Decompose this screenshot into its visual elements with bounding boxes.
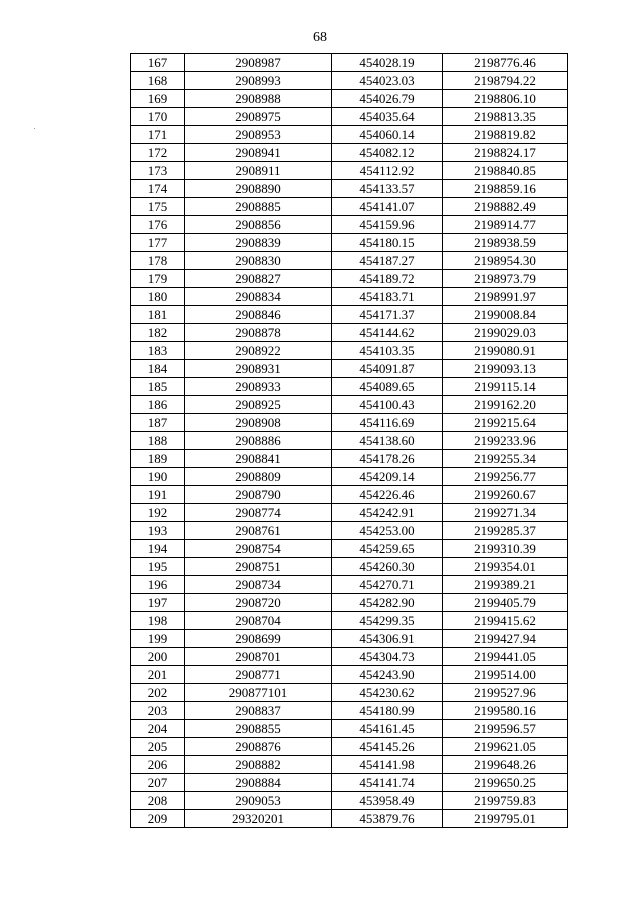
row-number-cell: 178	[131, 252, 185, 270]
point-id-cell: 2908878	[185, 324, 332, 342]
x-coordinate-cell: 454243.90	[332, 666, 443, 684]
y-coordinate-cell: 2198973.79	[443, 270, 568, 288]
table-row	[131, 756, 568, 774]
table-row	[131, 360, 568, 378]
row-number-cell: 181	[131, 306, 185, 324]
point-id-cell: 2908925	[185, 396, 332, 414]
x-coordinate-cell: 453958.49	[332, 792, 443, 810]
table-row	[131, 792, 568, 810]
point-id-cell: 2908911	[185, 162, 332, 180]
x-coordinate-cell: 454159.96	[332, 216, 443, 234]
table-row	[131, 576, 568, 594]
x-coordinate-cell: 454226.46	[332, 486, 443, 504]
point-id-cell: 2908890	[185, 180, 332, 198]
row-number-cell: 187	[131, 414, 185, 432]
y-coordinate-cell: 2199008.84	[443, 306, 568, 324]
table-row	[131, 720, 568, 738]
row-number-cell: 190	[131, 468, 185, 486]
y-coordinate-cell: 2199389.21	[443, 576, 568, 594]
row-number-cell: 198	[131, 612, 185, 630]
table-row	[131, 90, 568, 108]
row-number-cell: 194	[131, 540, 185, 558]
y-coordinate-cell: 2199285.37	[443, 522, 568, 540]
y-coordinate-cell: 2199648.26	[443, 756, 568, 774]
table-row	[131, 306, 568, 324]
row-number-cell: 179	[131, 270, 185, 288]
y-coordinate-cell: 2199215.64	[443, 414, 568, 432]
point-id-cell: 2908751	[185, 558, 332, 576]
point-id-cell: 2908754	[185, 540, 332, 558]
row-number-cell: 177	[131, 234, 185, 252]
point-id-cell: 2908830	[185, 252, 332, 270]
row-number-cell: 175	[131, 198, 185, 216]
row-number-cell: 203	[131, 702, 185, 720]
point-id-cell: 2908993	[185, 72, 332, 90]
y-coordinate-cell: 2198914.77	[443, 216, 568, 234]
x-coordinate-cell: 454180.15	[332, 234, 443, 252]
x-coordinate-cell: 454082.12	[332, 144, 443, 162]
row-number-cell: 204	[131, 720, 185, 738]
row-number-cell: 169	[131, 90, 185, 108]
x-coordinate-cell: 454230.62	[332, 684, 443, 702]
x-coordinate-cell: 454260.30	[332, 558, 443, 576]
point-id-cell: 2908908	[185, 414, 332, 432]
row-number-cell: 197	[131, 594, 185, 612]
point-id-cell: 2908846	[185, 306, 332, 324]
point-id-cell: 2908771	[185, 666, 332, 684]
x-coordinate-cell: 454282.90	[332, 594, 443, 612]
x-coordinate-cell: 454023.03	[332, 72, 443, 90]
margin-mark	[34, 128, 35, 129]
point-id-cell: 2908953	[185, 126, 332, 144]
x-coordinate-cell: 454183.71	[332, 288, 443, 306]
row-number-cell: 196	[131, 576, 185, 594]
row-number-cell: 201	[131, 666, 185, 684]
point-id-cell: 2908701	[185, 648, 332, 666]
table-row	[131, 684, 568, 702]
x-coordinate-cell: 454112.92	[332, 162, 443, 180]
y-coordinate-cell: 2198859.16	[443, 180, 568, 198]
table-row	[131, 666, 568, 684]
y-coordinate-cell: 2199080.91	[443, 342, 568, 360]
point-id-cell: 2908841	[185, 450, 332, 468]
x-coordinate-cell: 454026.79	[332, 90, 443, 108]
y-coordinate-cell: 2198819.82	[443, 126, 568, 144]
table-row	[131, 108, 568, 126]
row-number-cell: 191	[131, 486, 185, 504]
point-id-cell: 2908834	[185, 288, 332, 306]
x-coordinate-cell: 454187.27	[332, 252, 443, 270]
x-coordinate-cell: 454253.00	[332, 522, 443, 540]
y-coordinate-cell: 2199405.79	[443, 594, 568, 612]
point-id-cell: 2908734	[185, 576, 332, 594]
point-id-cell: 2908839	[185, 234, 332, 252]
table-row	[131, 702, 568, 720]
point-id-cell: 2908876	[185, 738, 332, 756]
point-id-cell: 2908699	[185, 630, 332, 648]
row-number-cell: 184	[131, 360, 185, 378]
row-number-cell: 208	[131, 792, 185, 810]
point-id-cell: 2908987	[185, 54, 332, 72]
table-row	[131, 648, 568, 666]
table-row	[131, 180, 568, 198]
x-coordinate-cell: 454028.19	[332, 54, 443, 72]
point-id-cell: 2908922	[185, 342, 332, 360]
x-coordinate-cell: 454242.91	[332, 504, 443, 522]
row-number-cell: 174	[131, 180, 185, 198]
row-number-cell: 167	[131, 54, 185, 72]
y-coordinate-cell: 2199650.25	[443, 774, 568, 792]
point-id-cell: 2908884	[185, 774, 332, 792]
x-coordinate-cell: 454133.57	[332, 180, 443, 198]
table-row	[131, 612, 568, 630]
y-coordinate-cell: 2198882.49	[443, 198, 568, 216]
coordinates-table-body	[131, 54, 568, 828]
x-coordinate-cell: 454259.65	[332, 540, 443, 558]
table-row	[131, 504, 568, 522]
table-row	[131, 72, 568, 90]
point-id-cell: 2908827	[185, 270, 332, 288]
table-row	[131, 594, 568, 612]
row-number-cell: 189	[131, 450, 185, 468]
y-coordinate-cell: 2199260.67	[443, 486, 568, 504]
y-coordinate-cell: 2199580.16	[443, 702, 568, 720]
point-id-cell: 2908941	[185, 144, 332, 162]
y-coordinate-cell: 2198813.35	[443, 108, 568, 126]
x-coordinate-cell: 454141.98	[332, 756, 443, 774]
x-coordinate-cell: 454091.87	[332, 360, 443, 378]
y-coordinate-cell: 2199255.34	[443, 450, 568, 468]
table-row	[131, 432, 568, 450]
point-id-cell: 2908761	[185, 522, 332, 540]
point-id-cell: 29320201	[185, 810, 332, 828]
table-row	[131, 540, 568, 558]
y-coordinate-cell: 2199233.96	[443, 432, 568, 450]
table-row	[131, 396, 568, 414]
x-coordinate-cell: 454189.72	[332, 270, 443, 288]
row-number-cell: 182	[131, 324, 185, 342]
point-id-cell: 2908988	[185, 90, 332, 108]
point-id-cell: 2908856	[185, 216, 332, 234]
point-id-cell: 2908809	[185, 468, 332, 486]
row-number-cell: 188	[131, 432, 185, 450]
y-coordinate-cell: 2199310.39	[443, 540, 568, 558]
point-id-cell: 2909053	[185, 792, 332, 810]
y-coordinate-cell: 2199759.83	[443, 792, 568, 810]
table-row	[131, 342, 568, 360]
table-row	[131, 54, 568, 72]
row-number-cell: 205	[131, 738, 185, 756]
y-coordinate-cell: 2199415.62	[443, 612, 568, 630]
y-coordinate-cell: 2199029.03	[443, 324, 568, 342]
row-number-cell: 176	[131, 216, 185, 234]
y-coordinate-cell: 2198794.22	[443, 72, 568, 90]
point-id-cell: 290877101	[185, 684, 332, 702]
row-number-cell: 183	[131, 342, 185, 360]
table-row	[131, 558, 568, 576]
table-row	[131, 252, 568, 270]
table-row	[131, 162, 568, 180]
table-row	[131, 126, 568, 144]
x-coordinate-cell: 454060.14	[332, 126, 443, 144]
y-coordinate-cell: 2199256.77	[443, 468, 568, 486]
y-coordinate-cell: 2199354.01	[443, 558, 568, 576]
table-row	[131, 630, 568, 648]
x-coordinate-cell: 454209.14	[332, 468, 443, 486]
x-coordinate-cell: 454144.62	[332, 324, 443, 342]
y-coordinate-cell: 2199093.13	[443, 360, 568, 378]
x-coordinate-cell: 454171.37	[332, 306, 443, 324]
point-id-cell: 2908704	[185, 612, 332, 630]
row-number-cell: 192	[131, 504, 185, 522]
point-id-cell: 2908774	[185, 504, 332, 522]
table-row	[131, 486, 568, 504]
row-number-cell: 209	[131, 810, 185, 828]
x-coordinate-cell: 454306.91	[332, 630, 443, 648]
point-id-cell: 2908855	[185, 720, 332, 738]
row-number-cell: 206	[131, 756, 185, 774]
y-coordinate-cell: 2199596.57	[443, 720, 568, 738]
table-row	[131, 378, 568, 396]
y-coordinate-cell: 2198840.85	[443, 162, 568, 180]
y-coordinate-cell: 2199271.34	[443, 504, 568, 522]
y-coordinate-cell: 2198806.10	[443, 90, 568, 108]
table-row	[131, 774, 568, 792]
x-coordinate-cell: 454304.73	[332, 648, 443, 666]
point-id-cell: 2908886	[185, 432, 332, 450]
y-coordinate-cell: 2198824.17	[443, 144, 568, 162]
x-coordinate-cell: 454138.60	[332, 432, 443, 450]
x-coordinate-cell: 454103.35	[332, 342, 443, 360]
point-id-cell: 2908885	[185, 198, 332, 216]
row-number-cell: 172	[131, 144, 185, 162]
row-number-cell: 185	[131, 378, 185, 396]
table-row	[131, 216, 568, 234]
table-row	[131, 450, 568, 468]
x-coordinate-cell: 454180.99	[332, 702, 443, 720]
row-number-cell: 173	[131, 162, 185, 180]
y-coordinate-cell: 2198954.30	[443, 252, 568, 270]
x-coordinate-cell: 453879.76	[332, 810, 443, 828]
x-coordinate-cell: 454116.69	[332, 414, 443, 432]
y-coordinate-cell: 2199162.20	[443, 396, 568, 414]
y-coordinate-cell: 2199621.05	[443, 738, 568, 756]
point-id-cell: 2908720	[185, 594, 332, 612]
row-number-cell: 171	[131, 126, 185, 144]
y-coordinate-cell: 2199441.05	[443, 648, 568, 666]
row-number-cell: 186	[131, 396, 185, 414]
table-row	[131, 810, 568, 828]
x-coordinate-cell: 454035.64	[332, 108, 443, 126]
row-number-cell: 193	[131, 522, 185, 540]
point-id-cell: 2908933	[185, 378, 332, 396]
table-row	[131, 468, 568, 486]
coordinates-table	[130, 53, 568, 828]
point-id-cell: 2908837	[185, 702, 332, 720]
point-id-cell: 2908931	[185, 360, 332, 378]
y-coordinate-cell: 2199427.94	[443, 630, 568, 648]
table-row	[131, 324, 568, 342]
page-number: 68	[313, 30, 327, 45]
table-row	[131, 144, 568, 162]
row-number-cell: 202	[131, 684, 185, 702]
point-id-cell: 2908790	[185, 486, 332, 504]
x-coordinate-cell: 454145.26	[332, 738, 443, 756]
x-coordinate-cell: 454178.26	[332, 450, 443, 468]
row-number-cell: 170	[131, 108, 185, 126]
y-coordinate-cell: 2198991.97	[443, 288, 568, 306]
x-coordinate-cell: 454100.43	[332, 396, 443, 414]
y-coordinate-cell: 2199795.01	[443, 810, 568, 828]
x-coordinate-cell: 454141.07	[332, 198, 443, 216]
y-coordinate-cell: 2198938.59	[443, 234, 568, 252]
table-row	[131, 522, 568, 540]
x-coordinate-cell: 454141.74	[332, 774, 443, 792]
table-row	[131, 198, 568, 216]
table-row	[131, 738, 568, 756]
y-coordinate-cell: 2199527.96	[443, 684, 568, 702]
table-row	[131, 288, 568, 306]
table-row	[131, 234, 568, 252]
table-row	[131, 414, 568, 432]
row-number-cell: 195	[131, 558, 185, 576]
row-number-cell: 180	[131, 288, 185, 306]
x-coordinate-cell: 454161.45	[332, 720, 443, 738]
point-id-cell: 2908975	[185, 108, 332, 126]
y-coordinate-cell: 2198776.46	[443, 54, 568, 72]
x-coordinate-cell: 454270.71	[332, 576, 443, 594]
y-coordinate-cell: 2199514.00	[443, 666, 568, 684]
row-number-cell: 168	[131, 72, 185, 90]
table-row	[131, 270, 568, 288]
row-number-cell: 199	[131, 630, 185, 648]
row-number-cell: 200	[131, 648, 185, 666]
x-coordinate-cell: 454299.35	[332, 612, 443, 630]
point-id-cell: 2908882	[185, 756, 332, 774]
row-number-cell: 207	[131, 774, 185, 792]
y-coordinate-cell: 2199115.14	[443, 378, 568, 396]
x-coordinate-cell: 454089.65	[332, 378, 443, 396]
